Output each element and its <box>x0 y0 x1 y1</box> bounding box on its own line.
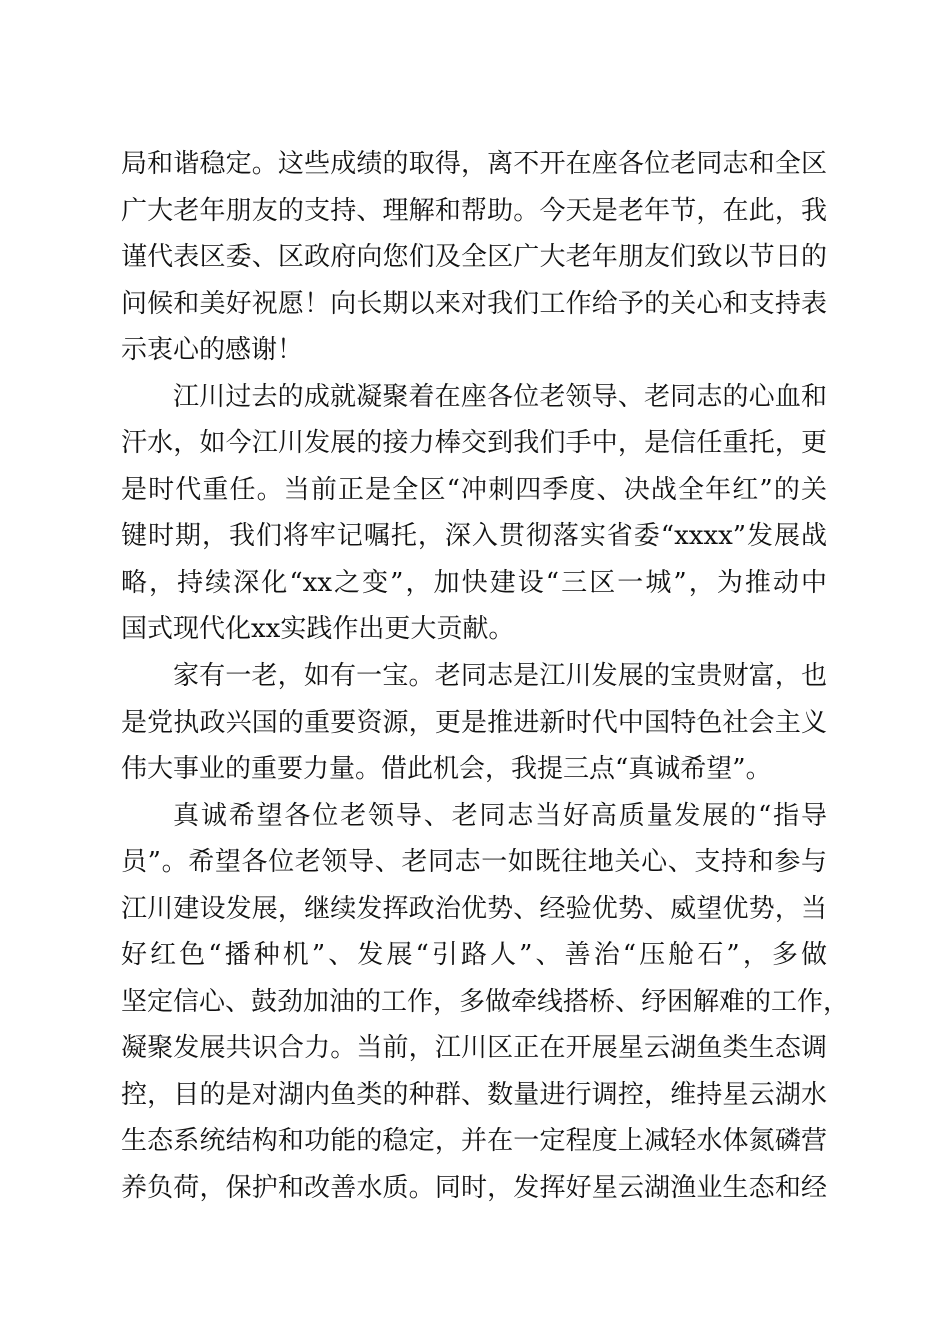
text-line: 凝聚发展共识合力。当前，江川区正在开展星云湖鱼类生态调 <box>121 1033 827 1064</box>
text-line: 员”。希望各位老领导、老同志一如既往地关心、支持和参与 <box>121 847 827 878</box>
paragraph <box>121 653 827 793</box>
body-text <box>121 141 850 1212</box>
paragraph <box>121 374 827 653</box>
text-line: 国式现代化xx实践作出更大贡献。 <box>121 614 515 645</box>
text-line: 生态系统结构和功能的稳定，并在一定程度上减轻水体氮磷营 <box>121 1126 827 1157</box>
text-line: 略，持续深化“xx之变”，加快建设“三区一城”，为推动中 <box>121 567 827 598</box>
text-line: 广大老年朋友的支持、理解和帮助。今天是老年节，在此，我 <box>121 195 827 226</box>
text-line: 好红色“播种机”、发展“引路人”、善治“压舱石”，多做 <box>121 940 827 971</box>
text-line: 问候和美好祝愿！向长期以来对我们工作给予的关心和支持表 <box>121 288 827 319</box>
text-line: 谨代表区委、区政府向您们及全区广大老年朋友们致以节日的 <box>121 242 827 273</box>
text-line: 江川建设发展，继续发挥政治优势、经验优势、威望优势，当 <box>121 893 827 924</box>
text-line: 控，目的是对湖内鱼类的种群、数量进行调控，维持星云湖水 <box>121 1079 827 1110</box>
text-line: 是党执政兴国的重要资源，更是推进新时代中国特色社会主义 <box>121 707 827 738</box>
text-line: 家有一老，如有一宝。老同志是江川发展的宝贵财富，也 <box>173 661 827 692</box>
text-line: 示衷心的感谢！ <box>121 335 304 366</box>
text-line: 汗水，如今江川发展的接力棒交到我们手中，是信任重托，更 <box>121 428 827 459</box>
text-line: 伟大事业的重要力量。借此机会，我提三点“真诚希望”。 <box>121 754 772 785</box>
paragraph <box>121 141 827 374</box>
text-line: 局和谐稳定。这些成绩的取得，离不开在座各位老同志和全区 <box>121 149 827 179</box>
text-line: 是时代重任。当前正是全区“冲刺四季度、决战全年红”的关 <box>121 474 827 505</box>
paragraph <box>121 793 850 1212</box>
text-line: 坚定信心、鼓劲加油的工作，多做牵线搭桥、纾困解难的工作， <box>121 986 850 1017</box>
text-line: 真诚希望各位老领导、老同志当好高质量发展的“指导 <box>173 800 827 831</box>
text-line: 养负荷，保护和改善水质。同时，发挥好星云湖渔业生态和经 <box>121 1173 827 1204</box>
text-line: 键时期，我们将牢记嘱托，深入贯彻落实省委“xxxx”发展战 <box>121 521 827 552</box>
text-line: 江川过去的成就凝聚着在座各位老领导、老同志的心血和 <box>173 381 827 412</box>
